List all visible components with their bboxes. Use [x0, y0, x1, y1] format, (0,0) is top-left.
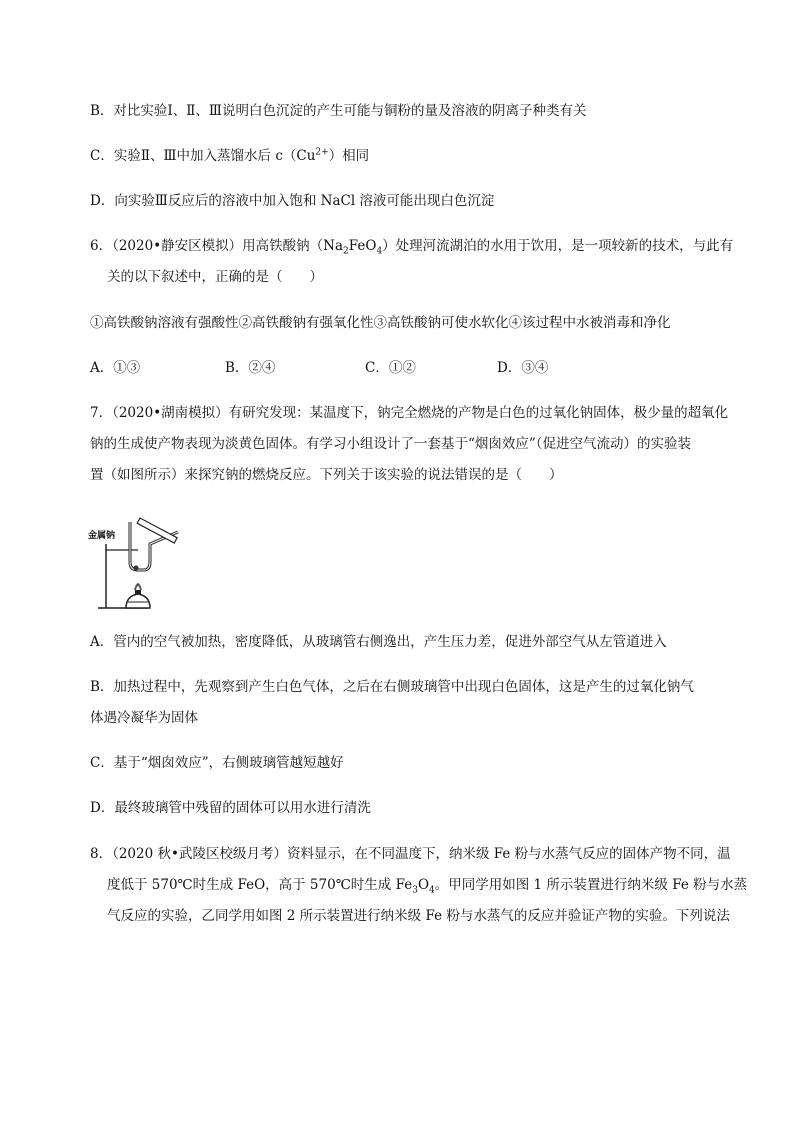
q6-option-a: A．①③	[90, 360, 141, 376]
apparatus-drawing	[88, 504, 188, 610]
q8-stem-line3: 气反应的实验，乙同学用如图 2 所示装置进行纳米级 Fe 粉与水蒸气的反应并验证产物的实验。下列说法	[107, 908, 730, 924]
q6-option-b: B．②④	[225, 360, 276, 376]
q7-option-c: C．基于“烟囱效应”，右侧玻璃管越短越好	[90, 755, 344, 771]
q5-option-c-pre: C．实验Ⅱ、Ⅲ中加入蒸馏水后 c（Cu	[90, 148, 316, 164]
q6-statements: ①高铁酸钠溶液有强酸性②高铁酸钠有强氧化性③高铁酸钠可使水软化④该过程中水被消毒和净化	[90, 315, 671, 331]
q7-stem-line1: 7．（2020•湖南模拟）有研究发现：某温度下，钠完全燃烧的产物是白色的过氧化钠固体，极少量的超氧化	[90, 405, 729, 421]
q5-option-c-sup: 2+	[315, 147, 329, 158]
q5-option-d: D．向实验Ⅲ反应后的溶液中加入饱和 NaCl 溶液可能出现白色沉淀	[90, 193, 495, 209]
q8-stem-pre: 度低于 570℃时生成 FeO，高于 570℃时生成 Fe	[107, 877, 413, 893]
q6-sub1: 2	[343, 246, 349, 257]
q8-sub1: 3	[412, 885, 418, 896]
q7-stem-line2: 钠的生成使产物表现为淡黄色固体。有学习小组设计了一套基于“烟囱效应”（促进空气流动）的实验装	[90, 436, 692, 452]
q6-stem-mid: FeO	[348, 238, 377, 254]
q6-option-d: D．③④	[497, 360, 549, 376]
q5-option-b: B．对比实验Ⅰ、Ⅱ、Ⅲ说明白色沉淀的产生可能与铜粉的量及溶液的阴离子种类有关	[90, 103, 587, 119]
q8-sub2: 4	[429, 885, 435, 896]
q8-stem-line1: 8．（2020 秋•武陵区校级月考）资料显示，在不同温度下，纳米级 Fe 粉与水蒸气反应的固体产物不同，温	[90, 846, 731, 862]
q7-option-b-line1: B．加热过程中，先观察到产生白色气体，之后在右侧玻璃管中出现白色固体，这是产生的过氧化钠气	[90, 679, 694, 695]
chimney-apparatus-figure	[88, 504, 188, 610]
q6-sub2: 4	[376, 246, 383, 257]
q6-option-c: C．①②	[365, 360, 416, 376]
q7-option-b-line2: 体遇冷凝华为固体	[90, 710, 198, 726]
q5-option-c-post: ）相同	[328, 148, 370, 164]
q6-stem-line2: 关的以下叙述中，正确的是（ ）	[107, 269, 323, 285]
q6-stem-line1	[90, 236, 733, 256]
figure-label-sodium: 金属钠	[88, 531, 116, 541]
q8-stem-line2	[107, 875, 747, 895]
q5-option-c	[90, 146, 369, 166]
q7-option-a: A．管内的空气被加热，密度降低，从玻璃管右侧逸出，产生压力差，促进外部空气从左管道进入	[90, 634, 667, 650]
q6-stem-pre: 6．（2020•静安区模拟）用高铁酸钠（Na	[90, 238, 344, 254]
q8-stem-mid: O	[417, 877, 430, 893]
q8-stem-post: 。甲同学用如图 1 所示装置进行纳米级 Fe 粉与水蒸	[434, 877, 748, 893]
q7-option-d: D．最终玻璃管中残留的固体可以用水进行清洗	[90, 800, 371, 816]
q7-stem-line3: 置（如图所示）来探究钠的燃烧反应。下列关于该实验的说法错误的是（ ）	[90, 467, 563, 483]
q6-stem-post: ）处理河流湖泊的水用于饮用，是一项较新的技术，与此有	[382, 238, 734, 254]
